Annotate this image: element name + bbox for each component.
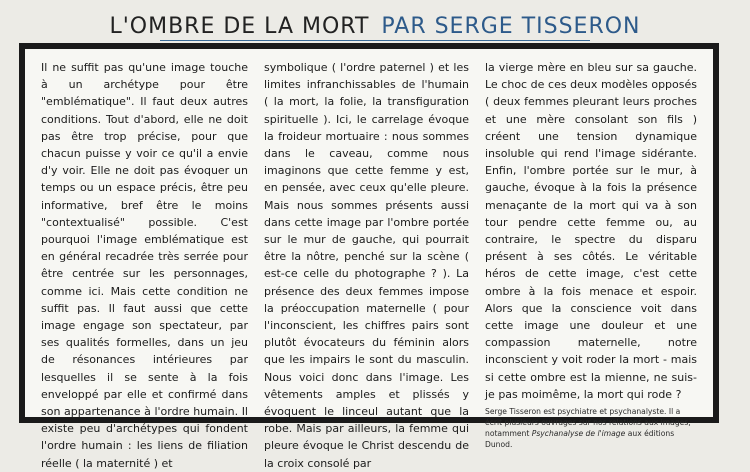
bio-book-title: Psychanalyse de l'image xyxy=(531,429,626,439)
bio-text: Serge Tisseron est psychiatre et psychanalyste. Il a écrit plusieurs ouvrages sur nos relations aux images, notamment xyxy=(485,407,691,439)
column-1-text: Il ne suffit pas qu'une image touche à un archétype pour être "emblématique". Il faut deux autres conditions. Tout d'abord, elle ne doit pas être trop précise, pour que chacun puisse y voir ce qu'il a envie d'y voir. Elle ne doit pas évoquer un temps ou un espace précis, être peu informative, bref être le moins "contextualisé" possible. C'est pourquoi l'image emblématique est en général recadrée très serrée pour être centrée sur les personnages, comme ici. Mais cette condition ne suffit pas. Il faut aussi que cette image engage son spectateur, par ses qualités formelles, dans un jeu de résonances intérieures par lesquelles il se sente à la fois enveloppé par elle et confirmé dans son appartenance à l'ordre humain. Il existe peu d'archétypes qui fondent l'ordre humain : les liens de filiation réelle ( la maternité ) et xyxy=(41,61,248,470)
article-title xyxy=(0,12,750,42)
title-main: L'OMBRE DE LA MORT xyxy=(109,14,370,39)
bio-suffix: aux éditions Dunod. xyxy=(485,429,675,450)
column-2-text: symbolique ( l'ordre paternel ) et les limites infranchissables de l'humain ( la mort, la folie, la transfiguration spirituelle ). Ici, le carrelage évoque la froideur mortuaire : nous sommes dans le caveau, comme nous imaginons que cette femme y est, en pensée, avec ceux qu'elle pleure. Mais nous sommes présents aussi dans cette image par l'ombre portée sur le mur de gauche, qui pourrait être la nôtre, penché sur la scène ( est-ce celle du photographe ? ). La présence des deux femmes impose la préoccupation maternelle ( pour l'inconscient, les chiffres pairs sont plutôt évocateurs du féminin alors que les impairs le sont du masculin. Nous voici donc dans l'image. Les vêtements amples et plissés y évoquent le linceul autant que la robe. Mais par ailleurs, la femme qui pleure évoque le Christ descendu de la croix consolé par xyxy=(264,61,469,470)
text-column-1 xyxy=(41,59,248,472)
text-column-3 xyxy=(485,59,697,450)
text-column-2 xyxy=(264,59,469,472)
title-author: PAR SERGE TISSERON xyxy=(381,14,641,39)
title-underline xyxy=(160,40,590,41)
column-3-text: la vierge mère en bleu sur sa gauche. Le choc de ces deux modèles opposés ( deux femmes pleurant leurs proches et une mère consolant son fils ) créent une tension dynamique insoluble qui rend l'image sidérante. Enfin, l'ombre portée sur le mur, à gauche, évoque à la fois la présence menaçante de la mort qui va à son tour pendre cette femme ou, au contraire, le spectre du disparu présent à ses côtés. Le véritable héros de cette image, c'est cette ombre à la fois menace et espoir. Alors que la conscience voit dans cette image une douleur et une compassion maternelle, notre inconscient y voit roder la mort - mais si cette ombre est la mienne, ne suis-je pas moimême, la mort qui rode ? xyxy=(485,61,697,401)
author-bio xyxy=(485,406,697,450)
article-frame xyxy=(19,43,719,470)
